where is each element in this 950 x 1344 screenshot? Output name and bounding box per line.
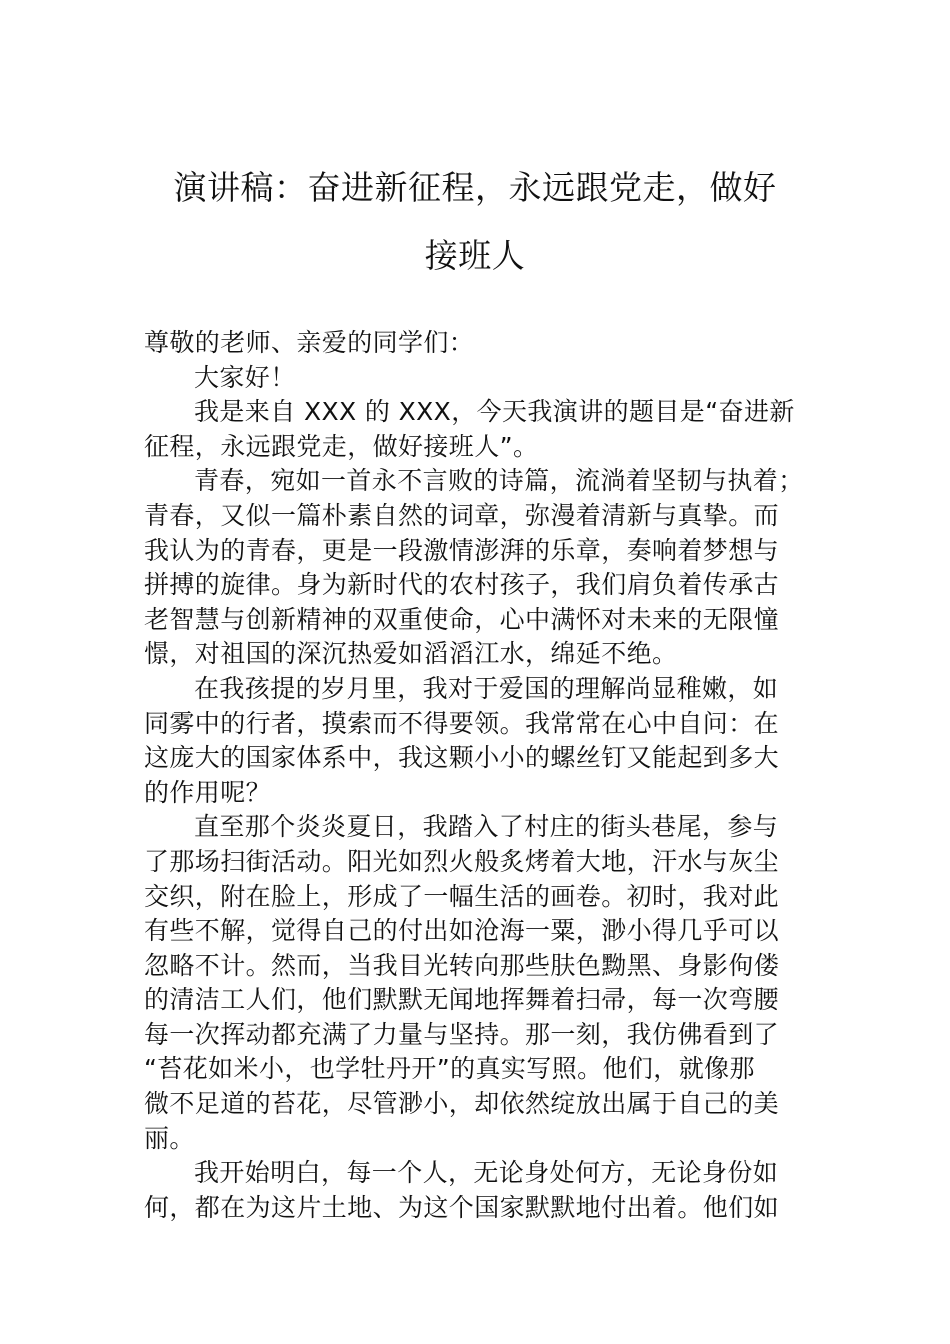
text-line: 丽。 [144, 1123, 195, 1153]
text-line: 憬，对祖国的深沉热爱如滔滔江水，绵延不绝。 [144, 639, 678, 669]
text-line: 交织，附在脸上，形成了一幅生活的画卷。初时，我对此 [144, 881, 780, 911]
text-line: 同雾中的行者，摸索而不得要领。我常常在心中自问：在 [144, 708, 780, 738]
text-line: 大家好！ [194, 362, 296, 392]
text-line: 在我孩提的岁月里，我对于爱国的理解尚显稚嫩，如 [194, 673, 779, 703]
text-line: 我是来自 XXX 的 XXX，今天我演讲的题目是“奋进新 [194, 397, 795, 427]
text-line: 我认为的青春，更是一段激情澎湃的乐章，奏响着梦想与 [144, 535, 780, 565]
text-line: 忽略不计。然而，当我目光转向那些肤色黝黑、身影佝偻 [144, 950, 780, 980]
text-line: 拼搏的旋律。身为新时代的农村孩子，我们肩负着传承古 [144, 570, 780, 600]
text-line: 每一次挥动都充满了力量与坚持。那一刻，我仿佛看到了 [144, 1019, 780, 1049]
text-line: 征程，永远跟党走，做好接班人”。 [144, 431, 539, 461]
text-line: 青春，又似一篇朴素自然的词章，弥漫着清新与真挚。而 [144, 500, 780, 530]
speech-body [144, 326, 844, 1225]
text-line: 了那场扫街活动。阳光如烈火般炙烤着大地，汗水与灰尘 [144, 846, 780, 876]
text-line: 微不足道的苔花，尽管渺小，却依然绽放出属于自己的美 [144, 1089, 780, 1119]
text-line: 这庞大的国家体系中，我这颗小小的螺丝钉又能起到多大 [144, 743, 780, 773]
text-line: 何，都在为这片土地、为这个国家默默地付出着。他们如 [144, 1192, 780, 1222]
text-line: 直至那个炎炎夏日，我踏入了村庄的街头巷尾，参与 [194, 812, 779, 842]
page-title-line-2: 接班人 [424, 236, 526, 275]
text-line: “苔花如米小，也学牡丹开”的真实写照。他们，就像那 [144, 1054, 755, 1084]
text-line: 老智慧与创新精神的双重使命，心中满怀对未来的无限憧 [144, 604, 780, 634]
text-line: 尊敬的老师、亲爱的同学们： [144, 328, 475, 357]
text-line: 的清洁工人们，他们默默无闻地挥舞着扫帚，每一次弯腰 [144, 985, 780, 1015]
text-line: 青春，宛如一首永不言败的诗篇，流淌着坚韧与执着； [194, 466, 804, 496]
text-line: 有些不解，觉得自己的付出如沧海一粟，渺小得几乎可以 [144, 916, 780, 946]
page-title-line-1: 演讲稿：奋进新征程，永远跟党走，做好 [173, 168, 777, 207]
text-line: 我开始明白，每一个人，无论身处何方，无论身份如 [194, 1158, 779, 1188]
text-line: 的作用呢？ [144, 777, 272, 807]
